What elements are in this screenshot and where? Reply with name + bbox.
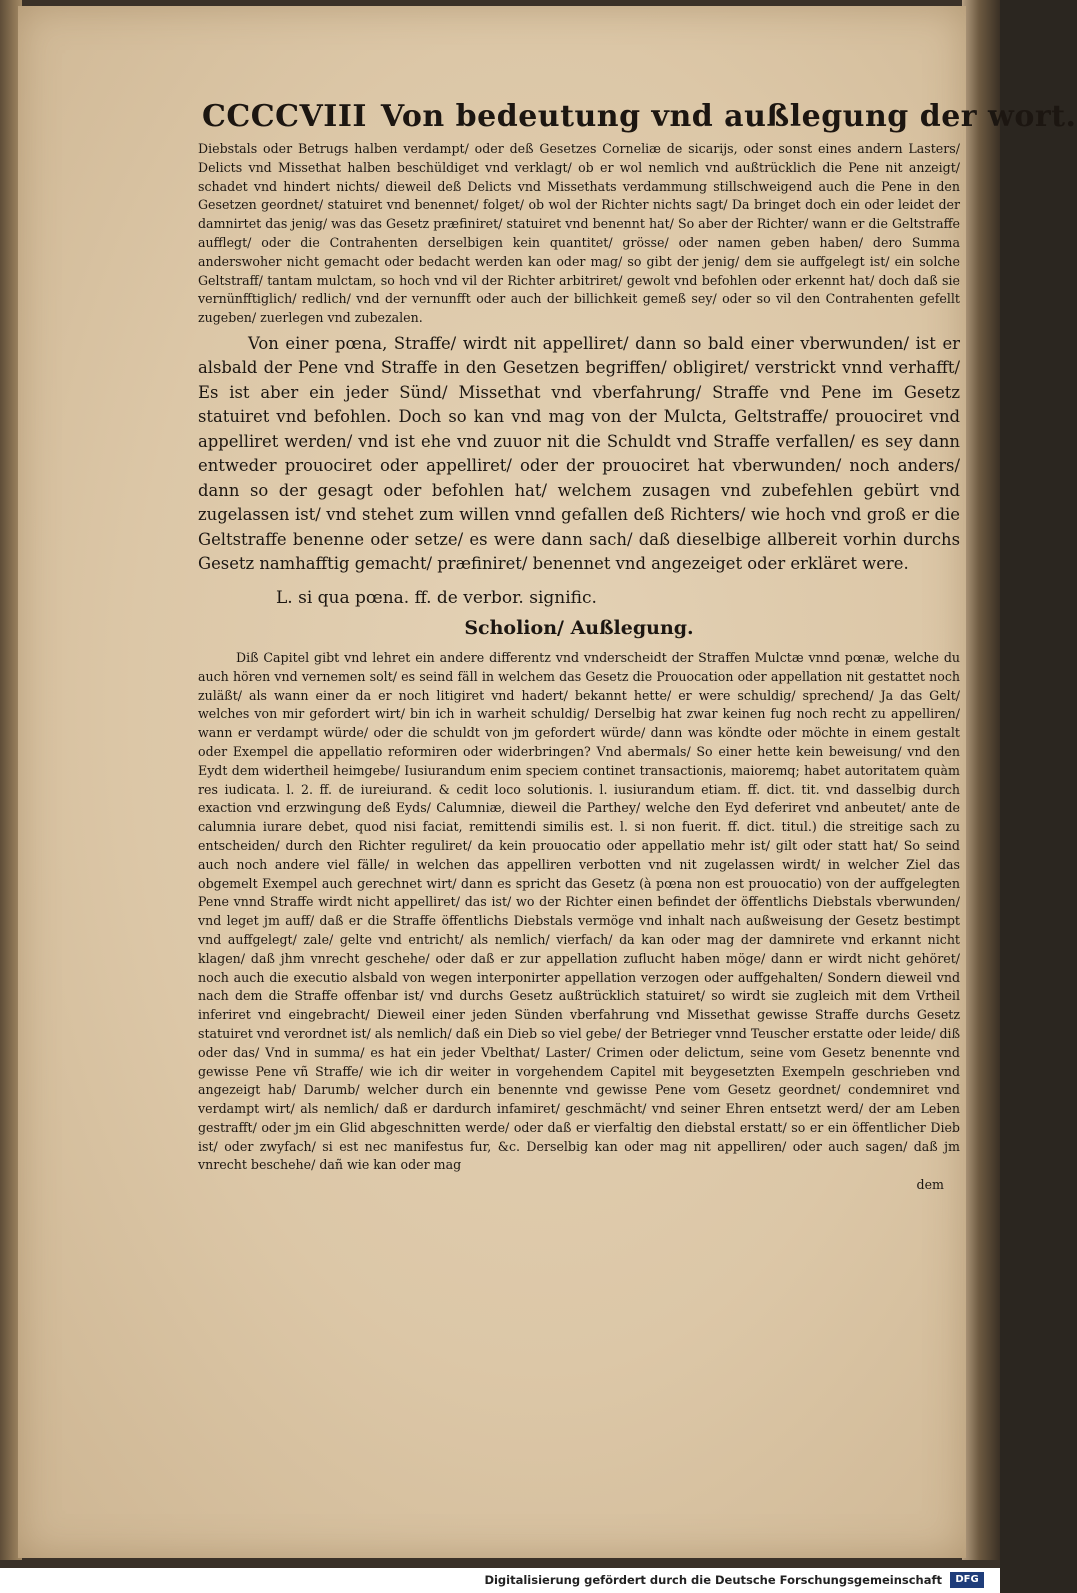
paragraph-1: Diebstals oder Betrugs halben verdampt/ oder deß Gesetzes Corneliæ de sicarijs, oder sonst eines andern Lasters/ Delicts vnd Missethat halben beschüldiget vnd verklagt/ ob er wol nemlich vnd außtrücklich die Pene nit anzeigt/ schadet vnd hindert nichts/ dieweil deß Delicts vnd Missethats verdammung stillschweigend auch die Pene in den Gesetzen geordnet/ statuiret vnd benennet/ folget/ ob wol der Richter nichts sagt/ Da bringet doch ein oder leidet der damnirtet das jenig/ was das Gesetz præfiniret/ statuiret vnd benennt hat/ So aber der Richter/ wann er die Geltstraffe aufflegt/ oder die Contrahenten derselbigen kein quantitet/ grösse/ oder namen geben haben/ dero Summa anderswoher nicht gemacht oder bedacht werden kan oder mag/ so gibt der jenig/ dem sie auffgelegt ist/ ein solche Geltstraff/ tantam mulctam, so hoch vnd vil der Richter arbitriret/ gewolt vnd befohlen oder erkennt hat/ doch daß sie vernünfftiglich/ redlich/ vnd der vernunfft oder auch der billichkeit gemeß sey/ oder so vil den Contrahenten gefellt zugeben/ zuerlegen vnd zubezalen.	[198, 141, 960, 326]
running-header	[202, 98, 1077, 136]
paragraph-3: Diß Capitel gibt vnd lehret ein andere differentz vnd vnderscheidt der Straffen Mulctæ vnnd pœnæ, welche du auch hören vnd vernemen solt/ es seind fäll in welchem das Gesetz die Prouocation oder appellation nit gestattet noch zuläßt/ als wann einer da er noch litigiret vnd hadert/ bekannt hette/ er were schuldig/ sprechend/ Ja das Gelt/ welches von mir gefordert wirt/ bin ich in warheit schuldig/ Derselbig hat zwar keinen fug noch recht zu appelliren/ wann er verdampt würde/ oder die schuldt von jm gefordert würde/ dann was köndte oder möchte in einem gestalt oder Exempel die appellatio reformiren oder widerbringen? Vnd abermals/ So einer hette kein beweisung/ vnd den Eydt dem widertheil heimgebe/ Iusiurandum enim speciem continet transactionis, maioremq; habet autoritatem quàm res iudicata. l. 2. ff. de iureiurand. & cedit loco solutionis. l. iusiurandum etiam. ff. dict. tit. vnd dasselbig durch exaction vnd erzwingung deß Eyds/ Calumniæ, dieweil die Parthey/ welche den Eyd deferiret vnd anbeutet/ ante de calumnia iurare debet, quod nisi faciat, remittendi similis est. l. si non fuerit. ff. dict. titul.) die streitige sach zu entscheiden/ durch den Richter reguliret/ da kein prouocatio oder appellatio mehr ist/ gilt oder statt hat/ So seind auch noch andere viel fälle/ in welchen das appelliren verbotten vnd nit zugelassen wirdt/ in welcher Ziel das obgemelt Exempel auch gerechnet wirt/ dann es spricht das Gesetz (à pœna non est prouocatio) von der auffgelegten Pene vnnd Straffe wirdt nicht appelliret/ das ist/ wo der Richter einen befindet der öffentlichs Diebstals vberwunden/ vnd leget jm auff/ daß er die Straffe öffentlichs Diebstals vermöge vnd inhalt nach außweisung der Gesetz bestimpt vnd auffgelegt/ zale/ gelte vnd entricht/ als nemlich/ vierfach/ da kan oder mag der damnirete vnd erkannt nicht klagen/ daß jhm vnrecht geschehe/ oder daß er zur appellation zuflucht haben möge/ dann er wirdt nicht gehöret/ noch auch die executio alsbald von wegen interponirter appellation verzogen oder auffgehalten/ Sondern dieweil vnd nach dem die Straffe offenbar ist/ vnd durchs Gesetz außtrücklich statuiret/ so wirdt sie zugleich mit dem Vrtheil inferiret vnd eingebracht/ Dieweil einer jeden Sünden vberfahrung vnd Missethat gewisse Straffe durchs Gesetz statuiret vnd verordnet ist/ als nemlich/ daß ein Dieb so viel gebe/ der Betrieger vnnd Teuscher erstatte oder leide/ diß oder das/ Vnd in summa/ es hat ein jeder Vbelthat/ Laster/ Crimen oder delictum, seine vom Gesetz benennte vnd gewisse Pene vñ Straffe/ wie ich dir weiter in vorgehendem Capitel mit beygesetzten Exempeln geschrieben vnd angezeigt hab/ Darumb/ welcher durch ein benennte vnd gewisse Pene vom Gesetz geordnet/ condemniret vnd verdampt wirt/ als nemlich/ daß er dardurch infamiret/ geschmächt/ vnd seiner Ehren entsetzt werd/ der am Leben gestrafft/ oder jm ein Glid abgeschnitten werde/ oder daß er vierfaltig den diebstal erstatt/ so er ein öffentlicher Dieb ist/ oder zwyfach/ si est nec manifestus fur, &c. Derselbig kan oder mag nit appelliren/ oder auch sagen/ daß jm vnrecht beschehe/ dañ wie kan oder mag	[198, 649, 960, 1173]
catchword: dem	[916, 1177, 944, 1193]
section-subheading: Scholion/ Außlegung.	[464, 616, 694, 639]
running-title: Von bedeutung vnd außlegung der wort.	[380, 99, 1077, 134]
page-edge-right	[962, 0, 1000, 1560]
folio-number: CCCCVIII	[202, 99, 367, 134]
footer-credit: Digitalisierung gefördert durch die Deutsche Forschungsgemeinschaft	[484, 1573, 942, 1587]
book-page	[18, 6, 1077, 1558]
page-content	[198, 98, 1077, 1193]
dfg-logo-icon: DFG	[950, 1572, 984, 1588]
legal-reference: L. si qua pœna. ff. de verbor. signific.	[276, 587, 597, 608]
paragraph-2: Von einer pœna, Straffe/ wirdt nit appelliret/ dann so bald einer vberwunden/ ist er alsbald der Pene vnd Straffe in den Gesetzen begriffen/ obligiret/ verstrickt vnnd verhafft/ Es ist aber ein jeder Sünd/ Missethat vnd vberfahrung/ Straffe vnd Pene im Gesetz statuiret vnd befohlen. Doch so kan vnd mag von der Mulcta, Geltstraffe/ prouociret vnd appelliret werden/ vnd ist ehe vnd zuuor nit die Schuldt vnd Straffe verfallen/ es sey dann entweder prouociret oder appelliret/ oder der prouociret hat vberwunden/ noch anders/ dann so der gesagt oder befohlen hat/ welchem zusagen vnd zubefehlen gebürt vnd zugelassen ist/ vnd stehet zum willen vnnd gefallen deß Richters/ wie hoch vnd groß er die Geltstraffe benenne oder setze/ es were dann sach/ daß dieselbige allbereit vorhin durchs Gesetz namhafftig gemacht/ præfiniret/ benennet vnd angezeiget oder erkläret were.	[198, 333, 960, 574]
